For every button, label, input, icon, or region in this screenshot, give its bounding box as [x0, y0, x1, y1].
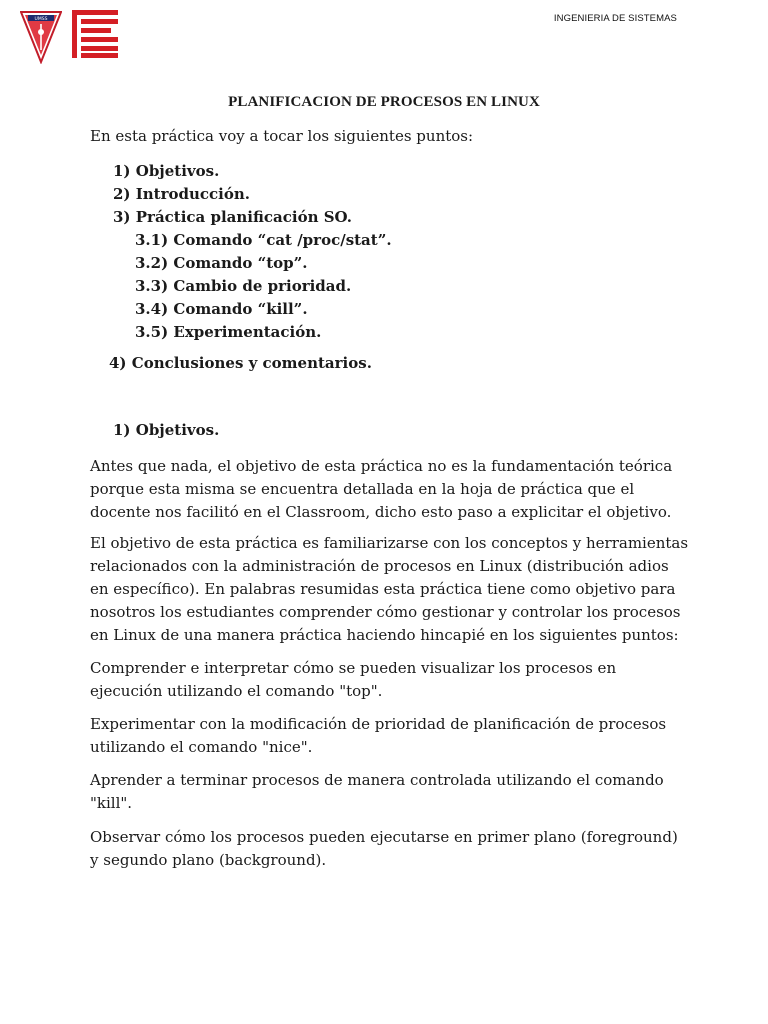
toc-item: 3) Práctica planificación SO. — [113, 208, 352, 226]
paragraph-line: ejecución utilizando el comando "top". — [90, 682, 383, 700]
body-paragraph — [90, 657, 690, 703]
header-department-label: INGENIERIA DE SISTEMAS — [553, 13, 677, 24]
paragraph-line: Comprender e interpretar cómo se pueden visualizar los procesos en — [90, 659, 617, 677]
toc-item: 1) Objetivos. — [113, 162, 220, 180]
university-shield-logo — [20, 10, 62, 64]
table-of-contents — [113, 160, 392, 344]
body-paragraph — [90, 826, 690, 872]
faculty-logo — [72, 10, 118, 58]
paragraph-line: Experimentar con la modificación de prioridad de planificación de procesos — [90, 715, 667, 733]
paragraph-line: en Linux de una manera práctica haciendo hincapié en los siguientes puntos: — [90, 626, 679, 644]
paragraph-line: El objetivo de esta práctica es familiarizarse con los conceptos y herramientas — [90, 534, 689, 552]
body-paragraph — [90, 713, 690, 759]
page-header — [0, 0, 768, 70]
shield-lettering: UMSS — [34, 17, 48, 22]
toc-subitem: 3.3) Cambio de prioridad. — [135, 277, 352, 295]
toc-subitem: 3.4) Comando “kill”. — [135, 300, 308, 318]
paragraph-line: y segundo plano (background). — [90, 851, 327, 869]
toc-item: 2) Introducción. — [113, 185, 251, 203]
section-heading-objectives: 1) Objetivos. — [113, 421, 220, 439]
toc-subitem: 3.5) Experimentación. — [135, 323, 322, 341]
paragraph-line: "kill". — [90, 794, 133, 812]
document-title: PLANIFICACION DE PROCESOS EN LINUX — [228, 94, 540, 110]
intro-paragraph: En esta práctica voy a tocar los siguientes puntos: — [90, 127, 474, 145]
body-paragraph — [90, 769, 690, 815]
body-paragraph — [90, 455, 690, 524]
paragraph-line: en específico). En palabras resumidas esta práctica tiene como objetivo para — [90, 580, 676, 598]
paragraph-line: docente nos facilitó en el Classroom, dicho esto paso a explicitar el objetivo. — [90, 503, 672, 521]
paragraph-line: Observar cómo los procesos pueden ejecutarse en primer plano (foreground) — [90, 828, 678, 846]
toc-item-conclusions: 4) Conclusiones y comentarios. — [109, 354, 372, 372]
paragraph-line: nosotros los estudiantes comprender cómo gestionar y controlar los procesos — [90, 603, 681, 621]
paragraph-line: relacionados con la administración de procesos en Linux (distribución adios — [90, 557, 669, 575]
paragraph-line: Antes que nada, el objetivo de esta práctica no es la fundamentación teórica — [90, 457, 673, 475]
body-paragraph — [90, 532, 690, 647]
paragraph-line: porque esta misma se encuentra detallada en la hoja de práctica que el — [90, 480, 635, 498]
toc-subitem: 3.2) Comando “top”. — [135, 254, 308, 272]
paragraph-line: utilizando el comando "nice". — [90, 738, 313, 756]
toc-subitem: 3.1) Comando “cat /proc/stat”. — [135, 231, 392, 249]
paragraph-line: Aprender a terminar procesos de manera controlada utilizando el comando — [90, 771, 664, 789]
